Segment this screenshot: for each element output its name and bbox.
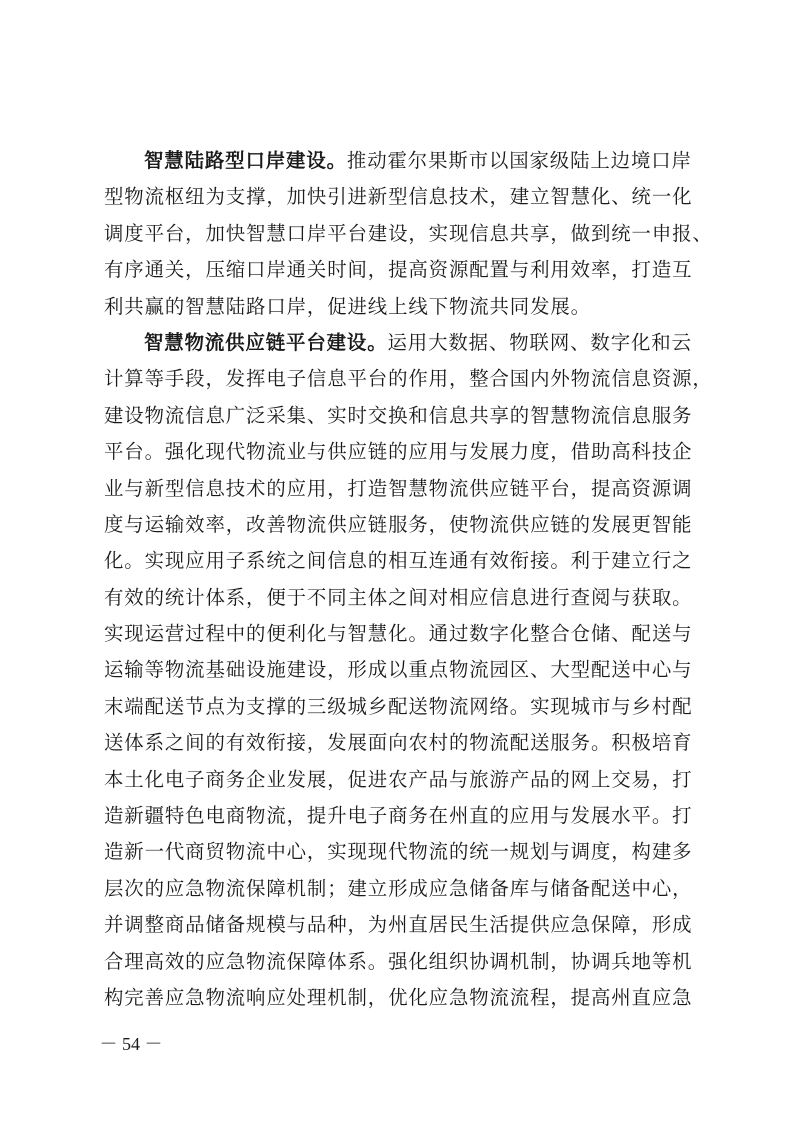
paragraph-line: 运输等物流基础设施建设，形成以重点物流园区、大型配送中心与 — [104, 658, 693, 682]
paragraph-line: 利共赢的智慧陆路口岸，促进线上线下物流共同发展。 — [104, 294, 591, 318]
paragraph-line: 造新一代商贸物流中心，实现现代物流的统一规划与调度，构建多 — [104, 840, 693, 864]
paragraph-line: 实现运营过程中的便利化与智慧化。通过数字化整合仓储、配送与 — [104, 622, 693, 646]
paragraph-line: 末端配送节点为支撑的三级城乡配送物流网络。实现城市与乡村配 — [104, 694, 693, 718]
paragraph-line: 平台。强化现代物流业与供应链的应用与发展力度，借助高科技企 — [104, 440, 693, 464]
paragraph-line: 型物流枢纽为支撑，加快引进新型信息技术，建立智慧化、统一化 — [104, 185, 693, 209]
paragraph-line: 业与新型信息技术的应用，打造智慧物流供应链平台，提高资源调 — [104, 476, 693, 500]
paragraph-line: 化。实现应用子系统之间信息的相互连通有效衔接。利于建立行之 — [104, 549, 693, 573]
paragraph-heading: 智慧物流供应链平台建设。 — [144, 330, 388, 354]
paragraph-heading: 智慧陆路型口岸建设。 — [144, 149, 347, 172]
paragraph-text: 运用大数据、物联网、数字化和云 — [387, 330, 692, 354]
paragraph-text: 推动霍尔果斯市以国家级陆上边境口岸 — [346, 149, 692, 172]
paragraph-smart-land-port — [104, 143, 713, 325]
paragraph-smart-supply-chain — [104, 325, 713, 1053]
paragraph-line: 建设物流信息广泛采集、实时交换和信息共享的智慧物流信息服务 — [104, 403, 693, 427]
document-body — [104, 143, 713, 1053]
page-number: － 54 － — [99, 1034, 163, 1054]
paragraph-line: 合理高效的应急物流保障体系。强化组织协调机制，协调兵地等机 — [104, 949, 693, 973]
paragraph-line: 造新疆特色电商物流，提升电子商务在州直的应用与发展水平。打 — [104, 804, 693, 828]
paragraph-line: 调度平台，加快智慧口岸平台建设，实现信息共享，做到统一申报、 — [104, 221, 713, 245]
paragraph-line: 并调整商品储备规模与品种，为州直居民生活提供应急保障，形成 — [104, 913, 693, 937]
paragraph-line: 送体系之间的有效衔接，发展面向农村的物流配送服务。积极培育 — [104, 731, 693, 755]
paragraph-line: 度与运输效率，改善物流供应链服务，使物流供应链的发展更智能 — [104, 512, 693, 536]
paragraph-line: 层次的应急物流保障机制；建立形成应急储备库与储备配送中心， — [104, 876, 693, 900]
paragraph-line: 构完善应急物流响应处理机制，优化应急物流流程，提高州直应急 — [104, 985, 693, 1009]
paragraph-line: 计算等手段，发挥电子信息平台的作用，整合国内外物流信息资源， — [104, 367, 713, 391]
paragraph-line: 有效的统计体系，便于不同主体之间对相应信息进行查阅与获取。 — [104, 585, 693, 609]
paragraph-first-line — [104, 325, 692, 361]
paragraph-line: 本土化电子商务企业发展，促进农产品与旅游产品的网上交易，打 — [104, 767, 693, 791]
paragraph-first-line — [104, 143, 692, 179]
paragraph-line: 有序通关，压缩口岸通关时间，提高资源配置与利用效率，打造互 — [104, 258, 693, 282]
